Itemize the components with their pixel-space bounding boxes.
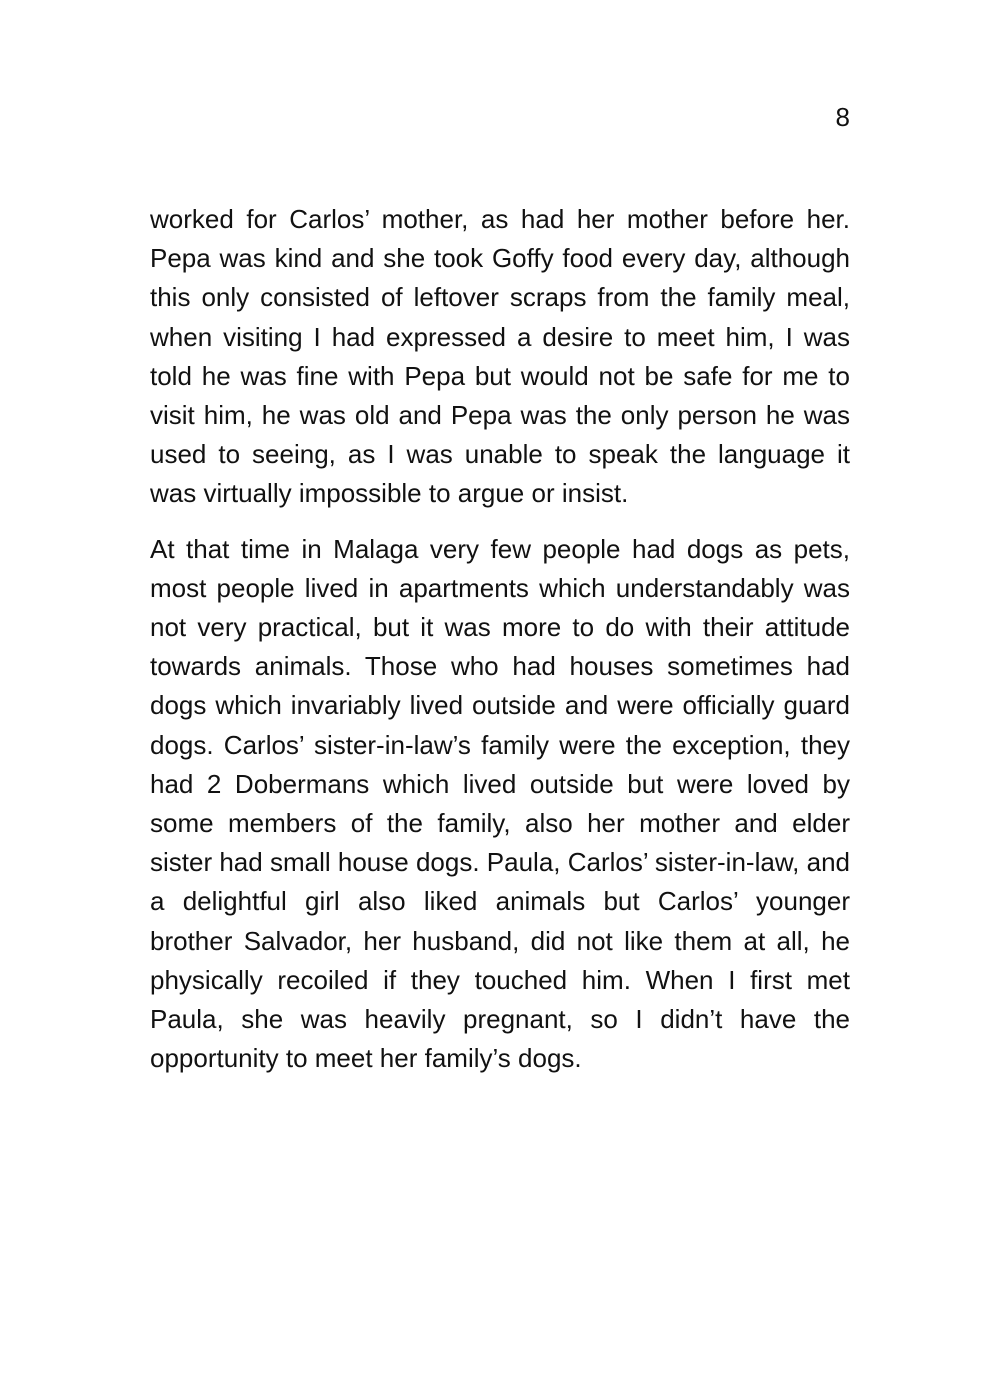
page-number: 8 (835, 102, 850, 132)
paragraph-1: worked for Carlos’ mother, as had her mother before her. Pepa was kind and she took Goffy food every day, although this only consisted of leftover scraps from the family meal, when visiting I had expressed a desire to meet him, I was told he was fine with Pepa but would not be safe for me to visit him, he was old and Pepa was the only person he was used to seeing, as I was unable to speak the language it was virtually impossible to argue or insist. (150, 204, 850, 509)
paragraph-2: At that time in Malaga very few people had dogs as pets, most people lived in apartments which understandably was not very practical, but it was more to do with their attitude towards animals. Those who had houses sometimes had dogs which invariably lived outside and were officially guard dogs. Carlos’ sister-in-law’s family were the exception, they had 2 Dobermans which lived outside but were loved by some members of the family, also her mother and elder sister had small house dogs. Paula, Carlos’ sister-in-law, and a delightful girl also liked animals but Carlos’ younger brother Salvador, her husband, did not like them at all, he physically recoiled if they touched him. When I first met Paula, she was heavily pregnant, so I didn’t have the opportunity to meet her family’s dogs. (150, 533, 850, 1074)
body-text (150, 200, 850, 1094)
